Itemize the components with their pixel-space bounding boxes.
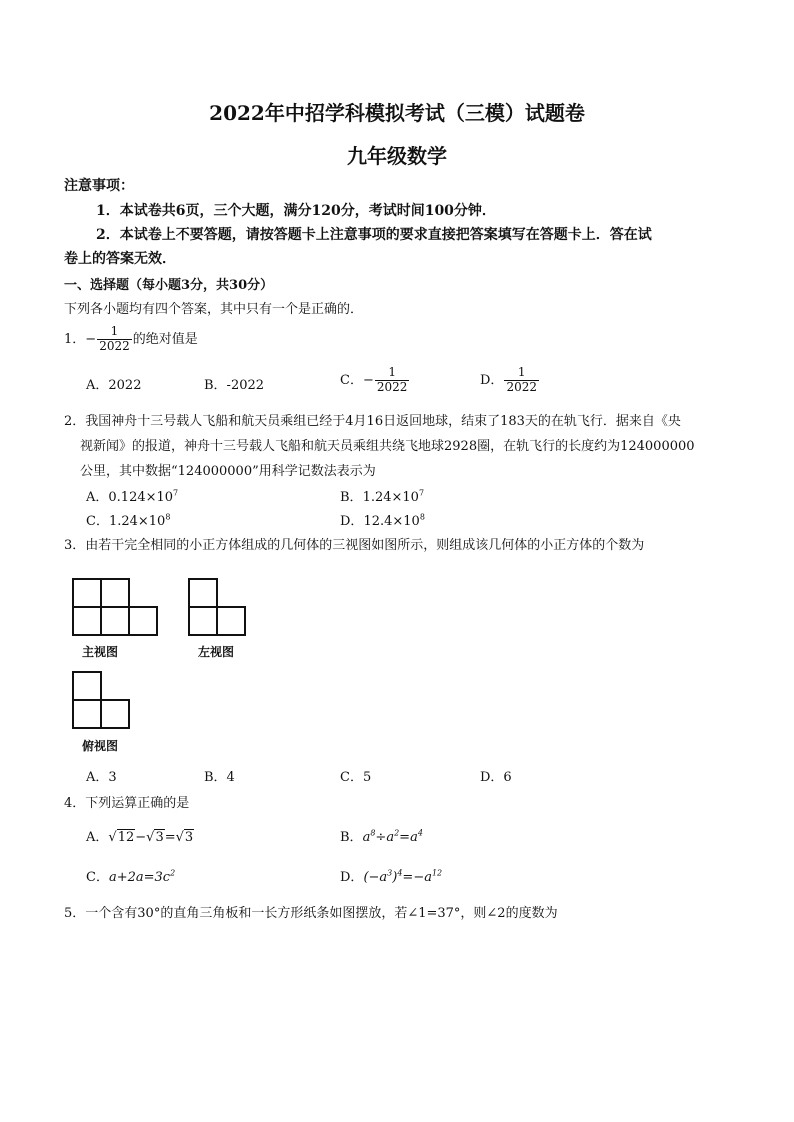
q3-option-b: B．4 — [204, 770, 235, 785]
option-label: C． — [340, 372, 363, 388]
option-label: C． — [86, 870, 109, 885]
exponent: 2 — [170, 868, 176, 878]
front-view-label: 主视图 — [82, 645, 119, 659]
question-5-stem: 5．一个含有30°的直角三角板和一长方形纸条如图摆放，若∠1=37°，则∠2的度数为 — [64, 906, 558, 921]
term: =−a — [402, 870, 432, 885]
q2-option-a — [86, 486, 178, 505]
section-heading: 一、选择题（每小题3分，共30分） — [64, 278, 274, 293]
term: a+2a=3c — [108, 870, 171, 885]
view-cell — [72, 671, 102, 701]
base: 0.124×10 — [108, 490, 174, 505]
view-cell — [128, 606, 158, 636]
q1-option-d — [480, 366, 540, 395]
exponent: 12 — [431, 868, 443, 878]
view-cell — [72, 699, 102, 729]
q1-option-b: B．-2022 — [204, 378, 265, 393]
option-label: B． — [340, 830, 363, 845]
notes-heading: 注意事项： — [64, 178, 134, 194]
q4-option-b — [340, 826, 423, 845]
exponent: 8 — [370, 828, 376, 838]
question-4-stem: 4．下列运算正确的是 — [64, 796, 190, 811]
exponent: 7 — [173, 488, 179, 498]
fraction — [375, 366, 410, 395]
question-number: 1． — [64, 331, 86, 347]
view-cell — [188, 606, 218, 636]
view-cell — [188, 578, 218, 608]
exponent: 4 — [397, 868, 403, 878]
option-label: D． — [340, 514, 364, 529]
option-label: A． — [86, 830, 109, 845]
notes-item-1: 1．本试卷共6页，三个大题，满分120分，考试时间100分钟． — [96, 203, 496, 219]
base: 1.24×10 — [108, 514, 166, 529]
notes-item-2-line-2: 卷上的答案无效． — [64, 251, 176, 267]
operator: = — [164, 830, 176, 845]
sqrt-sign: √ — [108, 830, 117, 845]
question-1-stem — [64, 325, 198, 354]
option-label: B． — [340, 490, 363, 505]
term: ÷a — [375, 830, 395, 845]
view-cell — [216, 606, 246, 636]
option-label: A． — [86, 490, 109, 505]
exponent: 8 — [165, 512, 171, 522]
sqrt-sign: √ — [175, 830, 184, 845]
radicand: 3 — [155, 830, 164, 845]
view-cell — [72, 578, 102, 608]
view-cell — [100, 699, 130, 729]
q1-option-a: A．2022 — [86, 378, 142, 393]
denominator: 2022 — [506, 379, 537, 394]
q3-option-a: A．3 — [86, 770, 117, 785]
page-subtitle: 九年级数学 — [347, 144, 447, 168]
radicand: 12 — [117, 830, 135, 845]
q3-option-c: C．5 — [340, 770, 372, 785]
option-label: D． — [340, 870, 364, 885]
question-2-line-3: 公里，其中数据“124000000”用科学记数法表示为 — [80, 464, 376, 479]
q2-option-b — [340, 486, 424, 505]
left-view-label: 左视图 — [198, 645, 235, 659]
q4-option-c — [86, 866, 175, 885]
exponent: 7 — [418, 488, 425, 498]
denominator: 2022 — [99, 338, 130, 353]
option-label: C． — [86, 514, 109, 529]
option-label: D． — [480, 372, 504, 388]
minus-sign: − — [362, 372, 374, 388]
exponent: 8 — [419, 512, 425, 522]
section-intro: 下列各小题均有四个答案，其中只有一个是正确的． — [64, 302, 364, 317]
q2-option-d — [340, 510, 425, 529]
operator: − — [135, 830, 147, 845]
stem-text: 的绝对值是 — [132, 331, 198, 347]
numerator: 1 — [388, 365, 396, 379]
sqrt-sign: √ — [146, 830, 155, 845]
term: (−a — [363, 870, 388, 885]
denominator: 2022 — [376, 379, 408, 394]
exponent: 2 — [394, 828, 400, 838]
question-2-line-1: 2．我国神舟十三号载人飞船和航天员乘组已经于4月16日返回地球，结束了183天的在轨飞行．据来自《央 — [64, 414, 681, 429]
base: 12.4×10 — [363, 514, 420, 529]
q4-option-a — [86, 826, 194, 845]
q3-option-d: D．6 — [480, 770, 512, 785]
q2-option-c — [86, 510, 170, 529]
view-cell — [100, 606, 130, 636]
q4-option-d — [340, 866, 442, 885]
base: 1.24×10 — [362, 490, 419, 505]
exponent: 3 — [387, 868, 393, 878]
q1-option-c — [340, 366, 410, 395]
term: =a — [399, 830, 418, 845]
question-2-line-2: 视新闻》的报道，神舟十三号载人飞船和航天员乘组共绕飞地球2928圈，在轨飞行的长度约为124000000 — [80, 439, 695, 454]
numerator: 1 — [110, 324, 119, 338]
radicand: 3 — [184, 830, 194, 845]
notes-item-2-line-1: 2．本试卷上不要答题，请按答题卡上注意事项的要求直接把答案填写在答题卡上．答在试 — [96, 227, 652, 243]
top-view-label: 俯视图 — [82, 739, 119, 753]
fraction — [97, 325, 132, 354]
view-cell — [100, 578, 130, 608]
fraction — [504, 366, 539, 395]
page-title: 2022年中招学科模拟考试（三模）试题卷 — [209, 101, 585, 125]
term: ) — [392, 870, 398, 885]
term: a — [362, 830, 371, 845]
minus-sign: − — [85, 331, 97, 347]
numerator: 1 — [517, 365, 526, 379]
view-cell — [72, 606, 102, 636]
exponent: 4 — [417, 828, 423, 838]
question-3-stem: 3．由若干完全相同的小正方体组成的几何体的三视图如图所示，则组成该几何体的小正方体的个数为 — [64, 538, 645, 553]
